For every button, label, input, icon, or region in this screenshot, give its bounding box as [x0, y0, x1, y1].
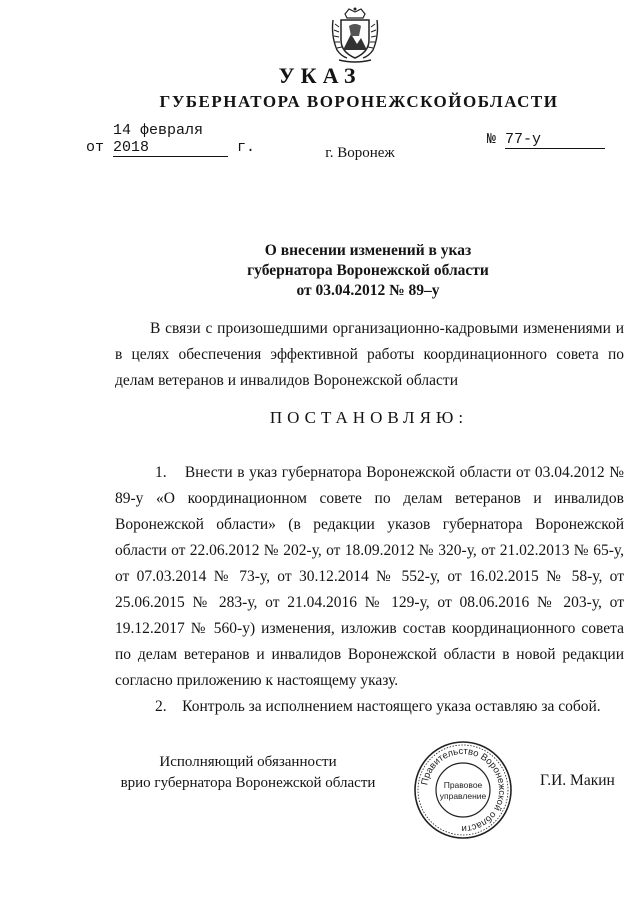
clause-1: 1. Внести в указ губернатора Воронежской области от 03.04.2012 № 89-у «О координационном совете по делам ветеранов и инвалидов Воронежской области» (в редакции указов губернатора Воронежской области от 22.06.2012 № 202-у, от 18.09.2012 № 320-у, от 21.02.2013 № 65-у, от 07.03.2014 № 73-у, от 30.12.2014 № 552-у, от 16.02.2015 № 58-у, от 25.06.2015 № 283-у, от 21.04.2016 № 129-у, от 08.06.2016 № 203-у, от 19.12.2017 № 560-у) изменения, изложив состав координационного совета по делам ветеранов и инвалидов Воронежской области в новой редакции согласно приложению к настоящему указу.	[115, 464, 624, 689]
number-prefix: №	[487, 131, 497, 148]
official-seal	[412, 739, 514, 841]
signatory-position-line: Исполняющий обязанности	[159, 754, 337, 770]
date-suffix: г.	[237, 139, 256, 156]
document-issuer: ГУБЕРНАТОРА ВОРОНЕЖСКОЙОБЛАСТИ	[159, 92, 559, 111]
subject-line: О внесении изменений в указ	[264, 242, 472, 259]
clause-2: 2. Контроль за исполнением настоящего указа оставляю за собой.	[155, 698, 601, 715]
document-city: г. Воронеж	[325, 145, 395, 161]
date-prefix: от	[86, 139, 105, 156]
document-title: УКАЗ	[278, 63, 362, 88]
date-value: 14 февраля 2018	[113, 122, 228, 157]
preamble-paragraph: В связи с произошедшими организационно-кадровыми изменениями и в целях обеспечения эффективной работы координационного совета по делам ветеранов и инвалидов Воронежской области	[115, 320, 624, 389]
signatory-name: Г.И. Макин	[540, 772, 615, 789]
coat-of-arms-icon	[327, 6, 383, 64]
seal-center-text: Правовое	[443, 780, 483, 790]
document-subject	[0, 241, 640, 301]
number-value: 77-у	[505, 131, 605, 149]
signatory-position	[115, 752, 381, 794]
subject-line: от 03.04.2012 № 89–у	[296, 282, 440, 299]
signatory-position-line: врио губернатора Воронежской области	[120, 775, 376, 791]
subject-line: губернатора Воронежской области	[247, 262, 489, 279]
seal-ring-text: Правительство Воронежской области	[419, 745, 508, 835]
seal-center-text: управление	[439, 791, 487, 801]
decree-heading: ПОСТАНОВЛЯЮ:	[269, 408, 469, 427]
